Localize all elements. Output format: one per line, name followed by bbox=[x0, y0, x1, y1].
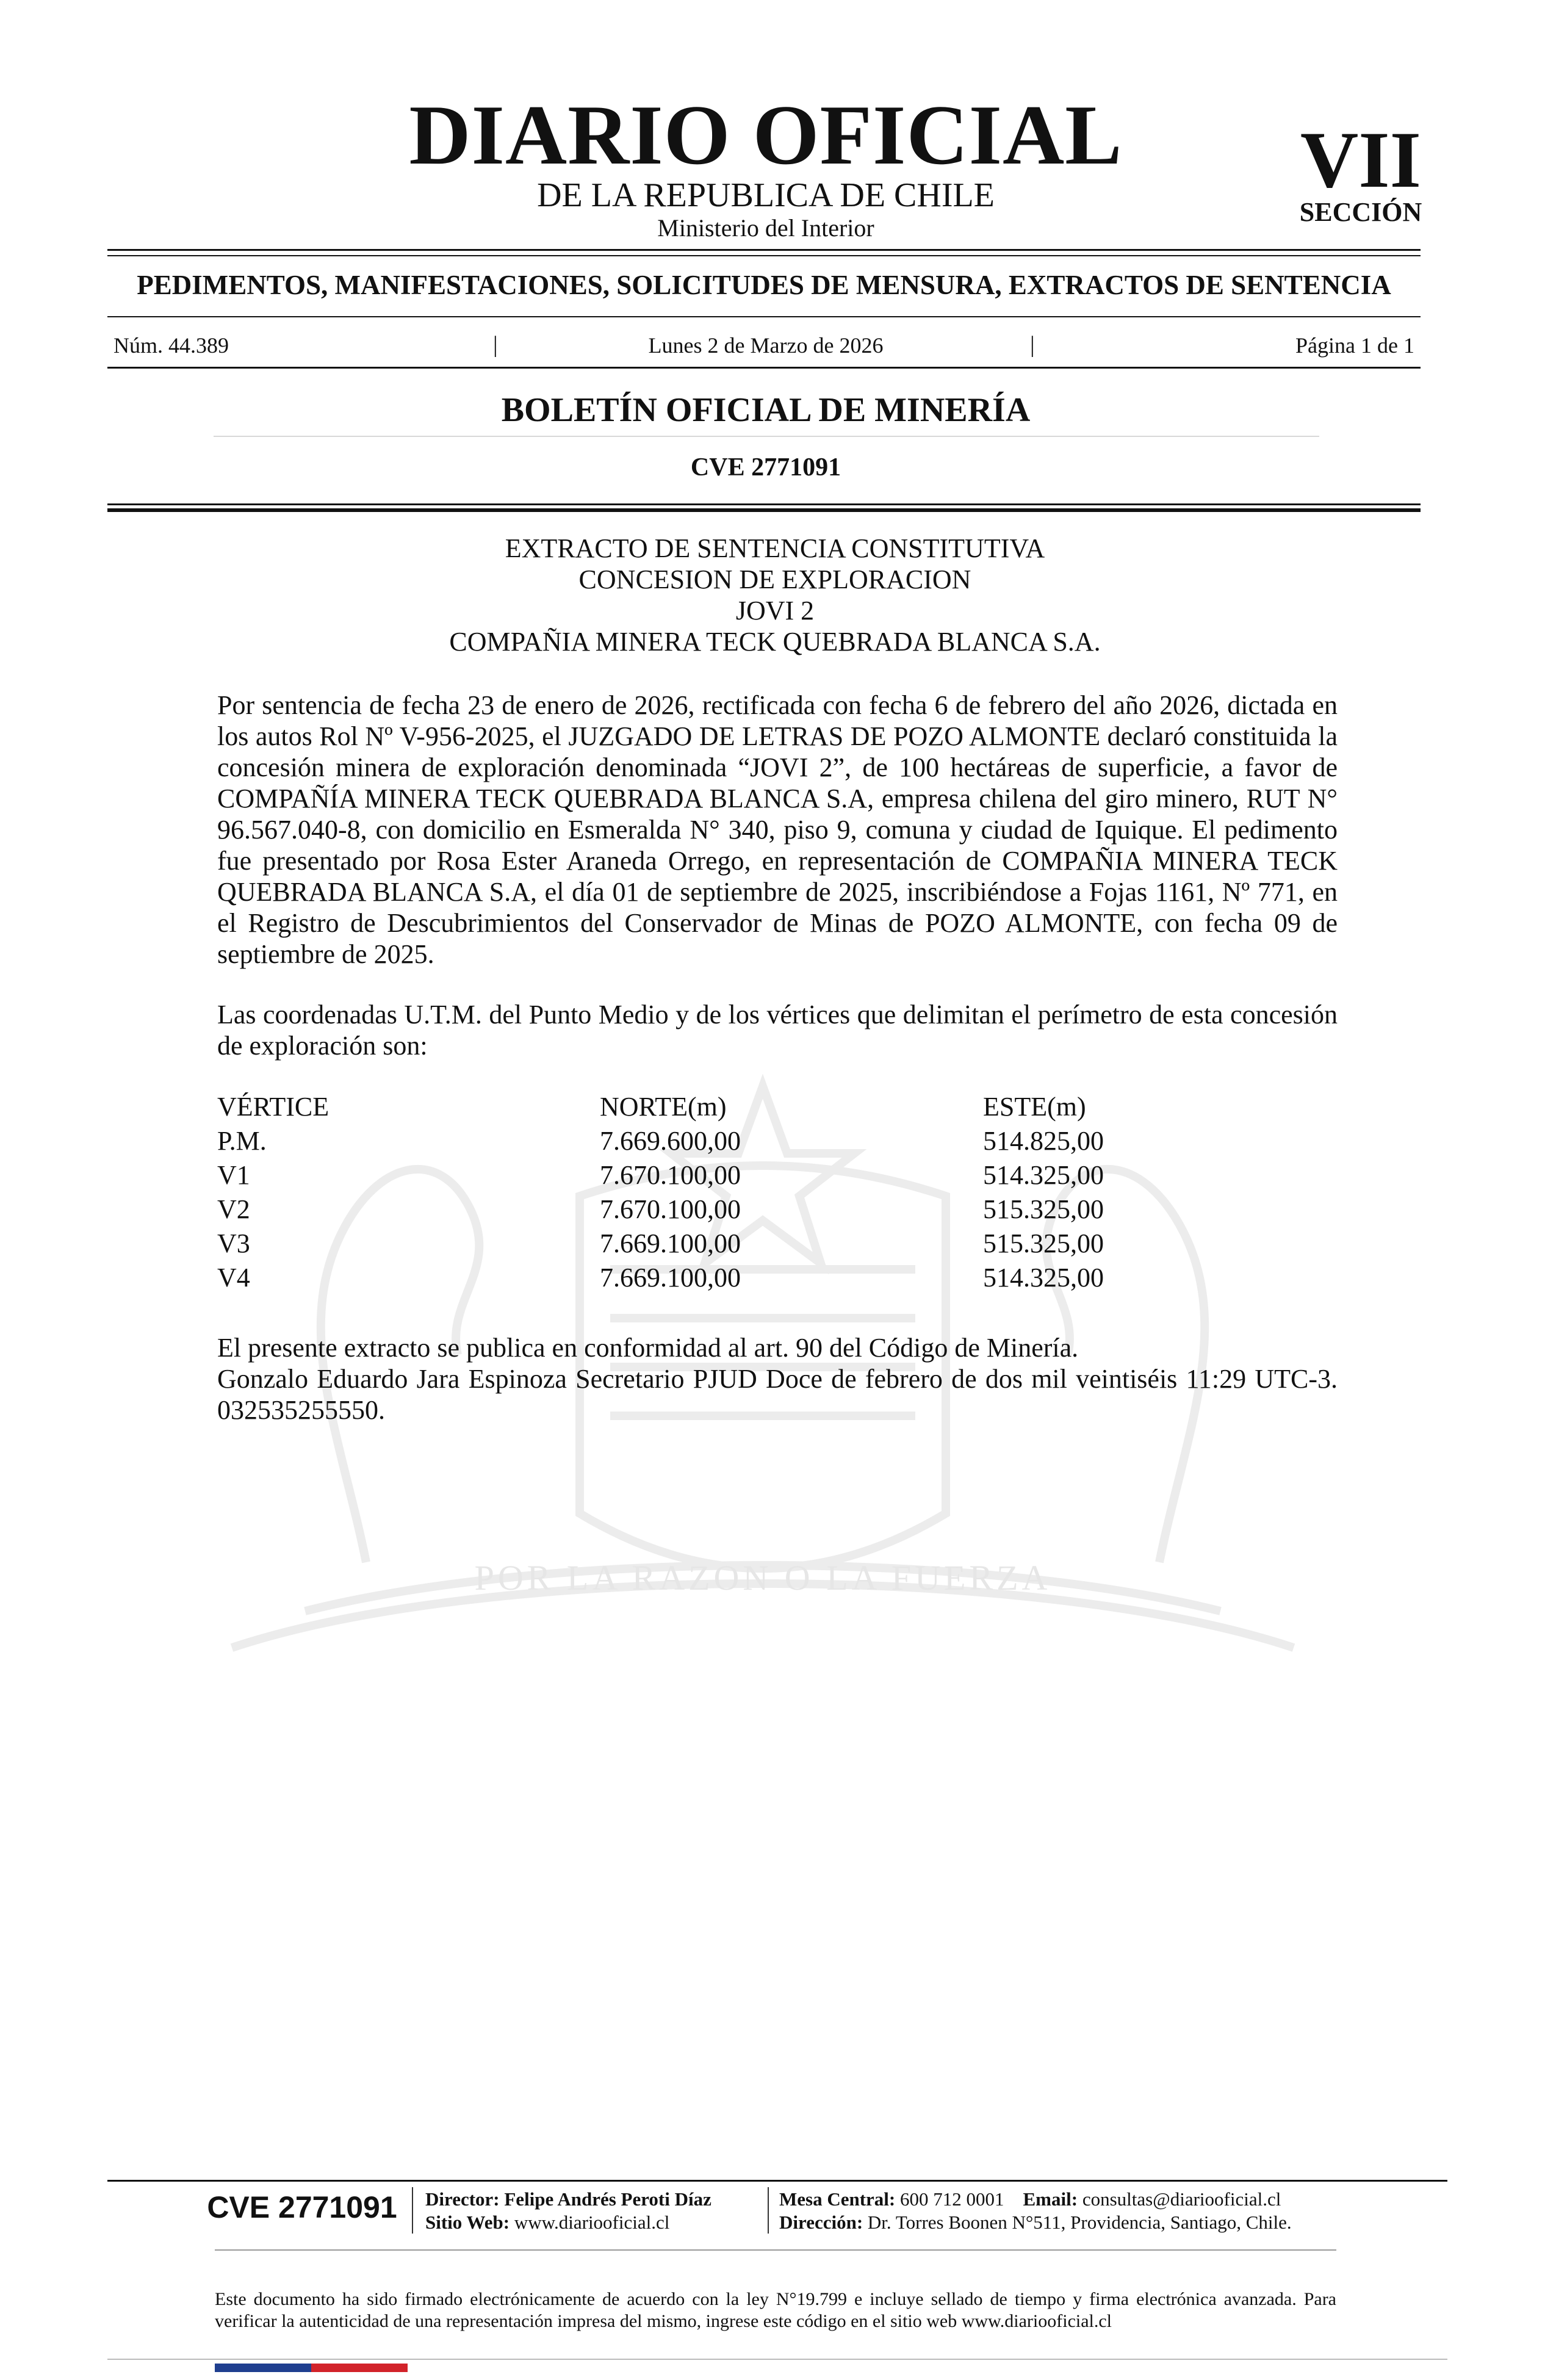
extract-heading-line: EXTRACTO DE SENTENCIA CONSTITUTIVA bbox=[505, 533, 1045, 563]
north-cell: 7.670.100,00 bbox=[600, 1160, 741, 1190]
mesa-label: Mesa Central: bbox=[779, 2188, 896, 2210]
publication-note: El presente extracto se publica en conformidad al art. 90 del Código de Minería. bbox=[217, 1333, 1079, 1363]
coordinates-table bbox=[217, 1090, 1338, 1295]
footer-rule-top bbox=[107, 2180, 1447, 2182]
east-cell: 514.325,00 bbox=[983, 1160, 1104, 1190]
table-row bbox=[217, 1158, 1338, 1192]
extract-heading-line: COMPAÑIA MINERA TECK QUEBRADA BLANCA S.A. bbox=[449, 627, 1101, 657]
footer-rule-bottom bbox=[107, 2359, 1447, 2360]
vertex-cell: V3 bbox=[217, 1228, 250, 1258]
header-rule-b bbox=[107, 508, 1421, 512]
issue-page: Página 1 de 1 bbox=[1295, 333, 1414, 358]
footer-website bbox=[425, 2211, 669, 2234]
website-label: Sitio Web: bbox=[425, 2212, 510, 2233]
masthead-ministry: Ministerio del Interior bbox=[657, 214, 874, 242]
masthead-title: DIARIO OFICIAL bbox=[409, 88, 1123, 182]
vertex-cell: V2 bbox=[217, 1194, 250, 1224]
footer-divider bbox=[412, 2187, 413, 2234]
flag-stripe-blue bbox=[215, 2364, 311, 2372]
footer-mesa bbox=[779, 2188, 1281, 2211]
header-north: NORTE(m) bbox=[600, 1092, 727, 1122]
north-cell: 7.669.100,00 bbox=[600, 1263, 741, 1293]
east-cell: 515.325,00 bbox=[983, 1228, 1104, 1258]
east-cell: 514.325,00 bbox=[983, 1263, 1104, 1293]
table-header bbox=[217, 1090, 1338, 1124]
vertex-cell: V4 bbox=[217, 1263, 250, 1293]
section-label: SECCIÓN bbox=[1299, 197, 1422, 227]
header-vertex: VÉRTICE bbox=[217, 1092, 330, 1122]
masthead-rule-top bbox=[107, 249, 1421, 251]
sentence-paragraph: Por sentencia de fecha 23 de enero de 2026, rectificada con fecha 6 de febrero del año 2026, dictada en los autos Rol Nº V-956-2025, el JUZGADO DE LETRAS DE POZO ALMONTE declaró constituida la concesión minera de exploración denominada “JOVI 2”, de 100 hectáreas de superficie, a favor de COMPAÑÍA MINERA TECK QUEBRADA BLANCA S.A, empresa chilena del giro minero, RUT N° 96.567.040-8, con domicilio en Esmeralda N° 340, piso 9, comuna y ciudad de Iquique. El pedimento fue presentado por Rosa Ester Araneda Orrego, en representación de COMPAÑIA MINERA TECK QUEBRADA BLANCA S.A, el día 01 de septiembre de 2025, inscribiéndose a Fojas 1161, Nº 771, en el Registro de Descubrimientos del Conservador de Minas de POZO ALMONTE, con fecha 09 de septiembre de 2025. bbox=[217, 690, 1338, 969]
footer-address bbox=[779, 2211, 1292, 2234]
heading-rule bbox=[107, 316, 1421, 317]
vertex-cell: P.M. bbox=[217, 1126, 267, 1156]
north-cell: 7.669.600,00 bbox=[600, 1126, 741, 1156]
header-rule-a bbox=[107, 503, 1421, 505]
email-label: Email: bbox=[1023, 2188, 1078, 2210]
issue-separator: | bbox=[1030, 332, 1035, 358]
director-label: Director: bbox=[425, 2188, 500, 2210]
masthead-rule-top-thin bbox=[107, 255, 1421, 256]
issue-date: Lunes 2 de Marzo de 2026 bbox=[648, 333, 884, 358]
signature-note: Gonzalo Eduardo Jara Espinoza Secretario PJUD Doce de febrero de dos mil veintiséis 11:29 UTC-3. 032535255550. bbox=[217, 1364, 1338, 1425]
section-number: VII bbox=[1300, 115, 1422, 204]
extract-heading bbox=[0, 533, 1550, 657]
watermark-motto: POR LA RAZON O LA FUERZA bbox=[474, 1558, 1051, 1598]
footer-cve: CVE 2771091 bbox=[207, 2190, 397, 2224]
footer-director bbox=[425, 2188, 711, 2211]
issue-separator: | bbox=[493, 332, 498, 358]
director-value: Felipe Andrés Peroti Díaz bbox=[504, 2188, 711, 2210]
table-row bbox=[217, 1192, 1338, 1227]
cve-code: CVE 2771091 bbox=[690, 453, 841, 481]
footer-legal-note: Este documento ha sido firmado electrónicamente de acuerdo con la ley N°19.799 e incluye sellado de tiempo y firma electrónica avanzada. Para verificar la autenticidad de una representación impresa del mismo, ingrese este código en el sitio web www.diariooficial.cl bbox=[215, 2289, 1336, 2331]
north-cell: 7.669.100,00 bbox=[600, 1228, 741, 1258]
extract-heading-line: CONCESION DE EXPLORACION bbox=[578, 564, 971, 594]
email-link[interactable]: consultas@diariooficial.cl bbox=[1082, 2188, 1281, 2210]
coordinates-intro: Las coordenadas U.T.M. del Punto Medio y de los vértices que delimitan el perímetro de esta concesión de exploración son: bbox=[217, 1000, 1338, 1061]
masthead-subtitle: DE LA REPUBLICA DE CHILE bbox=[537, 176, 995, 214]
mesa-value: 600 712 0001 bbox=[900, 2188, 1004, 2210]
issue-number: Núm. 44.389 bbox=[113, 333, 229, 358]
footer-divider bbox=[768, 2187, 769, 2234]
east-cell: 514.825,00 bbox=[983, 1126, 1104, 1156]
issue-rule bbox=[107, 367, 1421, 369]
vertex-cell: V1 bbox=[217, 1160, 250, 1190]
east-cell: 515.325,00 bbox=[983, 1194, 1104, 1224]
table-row bbox=[217, 1124, 1338, 1158]
flag-stripe-red bbox=[311, 2364, 408, 2372]
section-heading: PEDIMENTOS, MANIFESTACIONES, SOLICITUDES DE MENSURA, EXTRACTOS DE SENTENCIA bbox=[137, 270, 1391, 300]
website-link[interactable]: www.diariooficial.cl bbox=[514, 2212, 670, 2233]
north-cell: 7.670.100,00 bbox=[600, 1194, 741, 1224]
bulletin-divider bbox=[214, 436, 1319, 437]
address-value: Dr. Torres Boonen N°511, Providencia, Santiago, Chile. bbox=[867, 2212, 1292, 2233]
table-row bbox=[217, 1227, 1338, 1261]
footer-rule-inner bbox=[215, 2249, 1336, 2251]
header-east: ESTE(m) bbox=[983, 1092, 1086, 1122]
extract-heading-line: JOVI 2 bbox=[735, 596, 815, 626]
bulletin-title: BOLETÍN OFICIAL DE MINERÍA bbox=[501, 391, 1031, 429]
address-label: Dirección: bbox=[779, 2212, 863, 2233]
table-row bbox=[217, 1261, 1338, 1295]
